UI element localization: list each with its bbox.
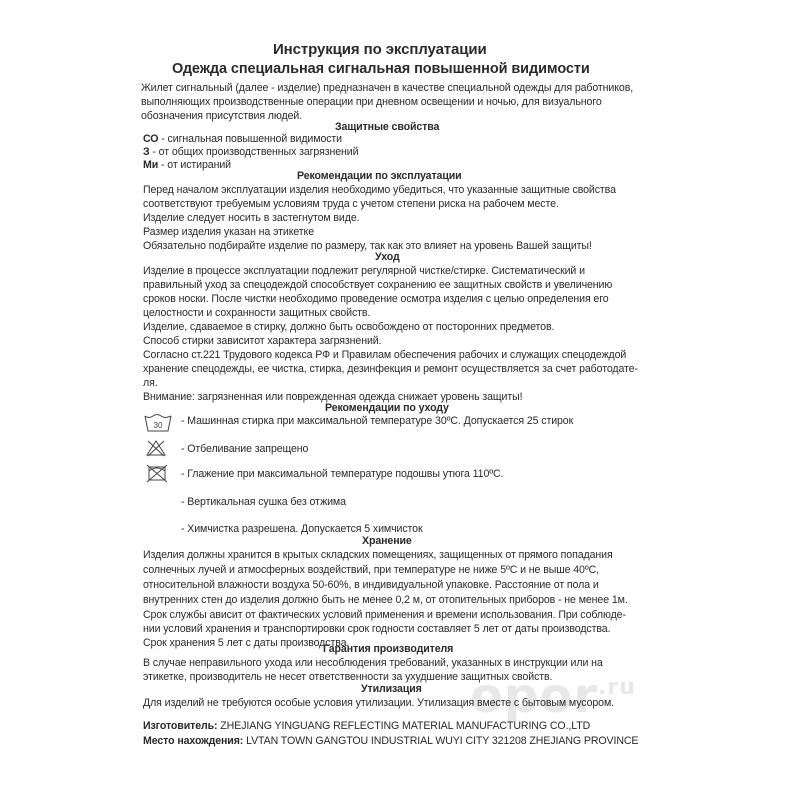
usage-line: Изделие следует носить в застегнутом виде. <box>143 212 360 224</box>
protective-heading: Защитные свойства <box>335 121 440 133</box>
protective-code: З <box>143 146 150 158</box>
usage-line: соответствуют требуемым условиям труда с учетом степени риска на рабочем месте. <box>143 198 559 210</box>
protective-code: Ми <box>143 159 159 171</box>
storage-line: относительной влажности воздуха 50-60%, в индивидуальной упаковке. Расстояние от пола и <box>143 579 599 591</box>
protective-item <box>143 133 342 146</box>
intro-line: выполняющих производственные операции при дневном освещении и ночью, для визуального <box>141 96 602 108</box>
watermark-suffix: .ru <box>597 675 636 700</box>
care-line: правильный уход за спецодеждой способствует сохранению ее защитных свойств и увеличению <box>143 279 613 291</box>
protective-item <box>143 159 231 172</box>
intro-line: Жилет сигнальный (далее - изделие) предназначен в качестве специальной одежды для работников, <box>141 82 634 94</box>
disposal-heading: Утилизация <box>361 683 422 695</box>
storage-heading: Хранение <box>362 535 412 547</box>
care-rec-item: - Отбеливание запрещено <box>181 443 309 455</box>
document-subtitle: Одежда специальная сигнальная повышенной видимости <box>172 61 590 77</box>
care-line: Согласно ст.221 Трудового кодекса РФ и Правилам обеспечения рабочих и служащих спецодеждой <box>143 349 627 361</box>
intro-line: обозначения присутствия людей. <box>141 110 303 122</box>
usage-line: Обязательно подбирайте изделие по размеру, так как это влияет на уровень Вашей защиты! <box>143 240 592 252</box>
care-line: целостности и сохранности защитных свойств. <box>143 307 371 319</box>
care-rec-item: - Машинная стирка при максимальной температуре 30ºС. Допускается 25 стирок <box>181 415 574 427</box>
care-line: ля. <box>143 377 158 389</box>
manufacturer-label: Изготовитель: <box>143 720 218 732</box>
usage-line: Перед началом эксплуатации изделия необходимо убедиться, что указанные защитные свойства <box>143 184 616 196</box>
document-title: Инструкция по эксплуатации <box>273 41 487 58</box>
location-label: Место нахождения: <box>143 735 244 747</box>
protective-code: СО <box>143 133 159 145</box>
care-heading: Уход <box>375 251 400 263</box>
warranty-line: этикетке, производитель не несет ответственности за ухудшение защитных свойств. <box>143 671 553 683</box>
care-rec-item: - Вертикальная сушка без отжима <box>181 496 346 508</box>
no-iron-icon <box>146 463 168 483</box>
manufacturer-line <box>143 720 590 733</box>
usage-line: Размер изделия указан на этикетке <box>143 226 314 238</box>
care-rec-item: - Химчистка разрешена. Допускается 5 химчисток <box>181 523 423 535</box>
washtub-30-icon <box>143 413 173 433</box>
no-bleach-icon <box>145 439 167 457</box>
wash-temp-label: 30 <box>153 421 163 430</box>
watermark-main: opor <box>470 668 598 724</box>
care-line: Внимание: загрязненная или поврежденная одежда снижает уровень защиты! <box>143 391 523 403</box>
warranty-heading: Гарантия производителя <box>323 643 454 655</box>
watermark-logo <box>470 668 636 724</box>
protective-text: - сигнальная повышенной видимости <box>158 133 342 145</box>
storage-line: Изделия должны хранится в крытых складских помещениях, защищенных от прямого попадания <box>143 549 613 561</box>
care-line: Способ стирки зависитот характера загрязнений. <box>143 335 382 347</box>
protective-text: - от общих производственных загрязнений <box>149 146 359 158</box>
storage-line: Срок службы ависит от фактических условий применения и времени использования. При соблюде- <box>143 609 626 621</box>
care-recs-heading: Рекомендации по уходу <box>325 402 449 414</box>
storage-line: солнечных лучей и атмосферных воздействий, при температуре не ниже 5ºС и не выше 40ºС, <box>143 564 600 576</box>
care-line: Изделие в процессе эксплуатации подлежит регулярной чистке/стирке. Систематический и <box>143 265 585 277</box>
location-value: LVTAN TOWN GANGTOU INDUSTRIAL WUYI CITY 321208 ZHEJIANG PROVINCE <box>243 735 639 747</box>
usage-heading: Рекомендации по эксплуатации <box>297 170 462 182</box>
manufacturer-value: ZHEJIANG YINGUANG REFLECTING MATERIAL MANUFACTURING CO.,LTD <box>217 720 591 732</box>
care-line: хранение спецодежды, ее чистка, стирка, дезинфекция и ремонт осуществляется за счет работодате- <box>143 363 638 375</box>
care-line: сроков носки. После чистки необходимо проведение осмотра изделия с целью определения его <box>143 293 609 305</box>
storage-line: внутренних стен до изделия должно быть не менее 0,2 м, от отопительных приборов - не менее 1м. <box>143 594 628 606</box>
location-line <box>143 735 638 748</box>
care-line: Изделие, сдаваемое в стирку, должно быть освобождено от посторонних предметов. <box>143 321 555 333</box>
warranty-line: В случае неправильного ухода или несоблюдения требований, указанных в инструкции или на <box>143 657 603 669</box>
protective-text: - от истираний <box>158 159 231 171</box>
storage-line: нии условий хранения и транспортировки срок годности составляет 5 лет от даты производства. <box>143 623 611 635</box>
protective-item <box>143 146 358 159</box>
care-rec-item: - Глажение при максимальной температуре подошвы утюга 110ºС. <box>181 468 504 480</box>
disposal-line: Для изделий не требуются особые условия утилизации. Утилизация вместе с бытовым мусором. <box>143 697 615 709</box>
storage-line: Срок хранения 5 лет с даты производства. <box>143 637 350 649</box>
